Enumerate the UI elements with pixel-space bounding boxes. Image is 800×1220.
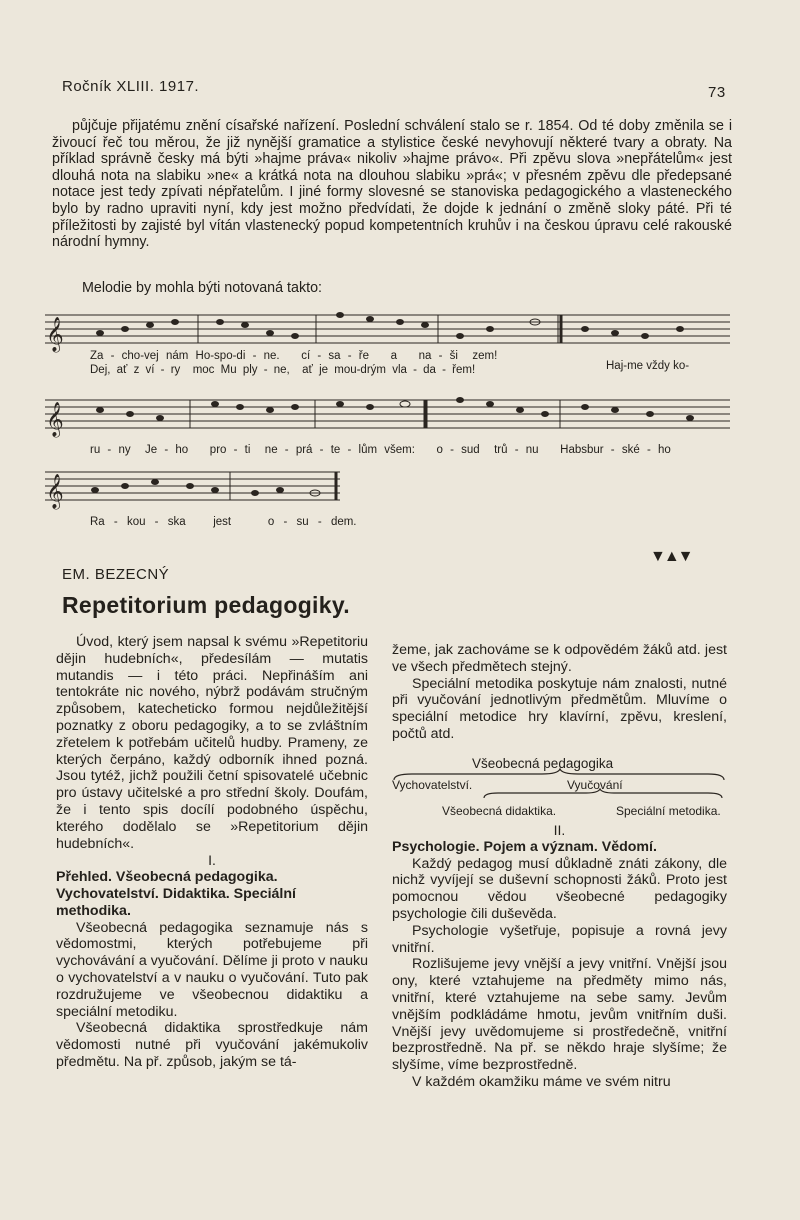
melody-caption: Melodie by mohla býti notovaná takto: [82,280,323,296]
paragraph: Rozlišujeme jevy vnější a jevy vnitřní. Vnější jsou ony, které vztahujeme na předměty mimo nás, vnitřní, které vztahujeme na sebe samy. Jevům vnějším podkládáme hmotu, jevům vnitřním duši. Vnější jevy uvědomujeme si prostředečně, vnitřní bezprostředně. Na př. se někdo hraje slyšíme; že slyšíme, víme bezprostředně. [392,956,727,1074]
section-number: I. [208,852,216,869]
staff-line-1 [45,315,730,343]
ornament: ▼▲▼ [650,548,692,565]
diagram-left: Vychovatelství. [392,778,473,792]
treble-clefs [46,317,64,510]
lyrics-line1-end: Haj-me vždy ko- [606,360,690,372]
paragraph: žeme, jak zachováme se k odpovědém žáků atd. jest ve všech předmětech stejný. [392,642,727,675]
diagram-middle: Vyučování [567,778,623,792]
lyrics-line-3: Ra - kou - ska jest o - su - dem. [90,516,357,528]
intro-text [52,118,732,251]
paragraph: Speciální metodika poskytuje nám znalosti, nutné při vyučování jednotlivým předmětům. Mluvíme o speciální metodice hry klavírní, zpěvu, kreslení, počtů atd. [392,675,727,742]
running-header: Ročník XLIII. 1917. [62,78,200,95]
paragraph: Úvod, který jsem napsal k svému »Repetitoriu dějin hudebních«, předesílám — mutatis mutandis — i této práci. Nepřináším ani tentokráte nic nového, nýbrž podávám stručným způsobem, katecheticko formou nejdůležitější poznatky z oboru pedagogiky, a to se zvláštním zřetelem k potřebám učitelů hudby. Prameny, ze kterých čerpáno, každý odborník ihned pozná. Jsou tytéž, jichž použili četní spisovatelé učebnic pro ústavy učitelské a pro střední školy. Doufám, že i tento spis docílí podobného úspěchu, kterého dodělalo se »Repetitorium dějin hudebních«. [56,634,368,852]
svg-text:𝄞: 𝄞 [46,402,64,437]
article-author: EM. BEZECNÝ [62,566,170,583]
section-number: II. [553,822,566,838]
svg-text:𝄞: 𝄞 [46,474,64,509]
lyrics-verse-2: Dej, ať z ví - ry moc Mu ply - ne, ať je mou-drým vla - da - řem! [90,364,476,376]
right-column-top [392,642,727,743]
left-column [56,634,368,1071]
section-heading: Přehled. Všeobecná pedagogika. Vychovatelství. Didaktika. Speciální methodika. [56,869,296,919]
staff-line-2 [45,400,730,428]
diagram-bottom-right: Speciální metodika. [616,804,721,818]
intro-paragraph: půjčuje přijatému znění císařské nařízení. Poslední schválení stalo se r. 1854. Od té doby změnila se i živoucí řeč tou měrou, že již nynější gramatice a stylistice české nevyhovují některé tvary a obraty. Na příklad správně česky má býti »hajme práva« nikoliv »hajme právo«. Při zpěvu slova »nepřátelům« jest dlouhá nota na slabiku »ne« a krátká nota na dlouhou slabiku »prá«; v přesném zpěvu dle předepsané notace jest tedy zpívati népřatelům. I jiné formy slovesné se stanoviska pedagogického a vlasteneckého bylo by radno upraviti nyní, kdy jest možno předvídati, že dojde k jednání o změně sloky páté. Při té příležitosti by zajisté byl vítán vlastenecký popud kompetentních kruhův i na českou úpravu celé rakouské národní hymny. [52,118,732,251]
classification-diagram [392,756,727,820]
paragraph: Všeobecná pedagogika seznamuje nás s vědomostmi, kterých potřebujeme při vychovávání a vyučování. Dělíme ji proto v nauku o vychovatelství a v nauku o vyučování. Tuto pak rozdružujeme ve všeobecnou didaktiku a speciální metodiku. [56,919,368,1020]
paragraph: Psychologie vyšetřuje, popisuje a rovná jevy vnitřní. [392,922,727,956]
music-score [40,300,740,540]
article-title: Repetitorium pedagogiky. [62,592,350,618]
lyrics-verse-1: Za - cho-vej nám Ho-spo-di - ne. cí - sa - ře a na - ši zem! [90,350,498,362]
paragraph: Všeobecná didaktika sprostředkuje nám vědomosti nutné při vyučování jakémukoliv předmětu. Na př. způsob, jakým se tá- [56,1020,368,1070]
svg-text:𝄞: 𝄞 [46,317,64,352]
diagram-bottom-left: Všeobecná didaktika. [442,804,557,818]
diagram-brace-bottom [482,788,727,804]
paragraph: Každý pedagog musí důkladně znáti zákony, dle nichž vyvíjejí se duševní schopnosti žáků. Proto jest pomocnou vědou všeobecné pedagogiky psychologie čili duševěda. [392,855,727,922]
lyrics-line-2: ru - ny Je - ho pro - ti ne - prá - te - lům všem: o - sud trů - nu Habsbur - ské - ho [90,444,671,456]
page-number: 73 [708,84,726,101]
diagram-top: Všeobecná pedagogika [472,756,614,771]
right-column-bottom [392,822,727,1091]
paragraph: V každém okamžiku máme ve svém nitru [412,1073,671,1090]
section-heading: Psychologie. Pojem a význam. Vědomí. [392,838,657,855]
note-heads [91,312,694,496]
